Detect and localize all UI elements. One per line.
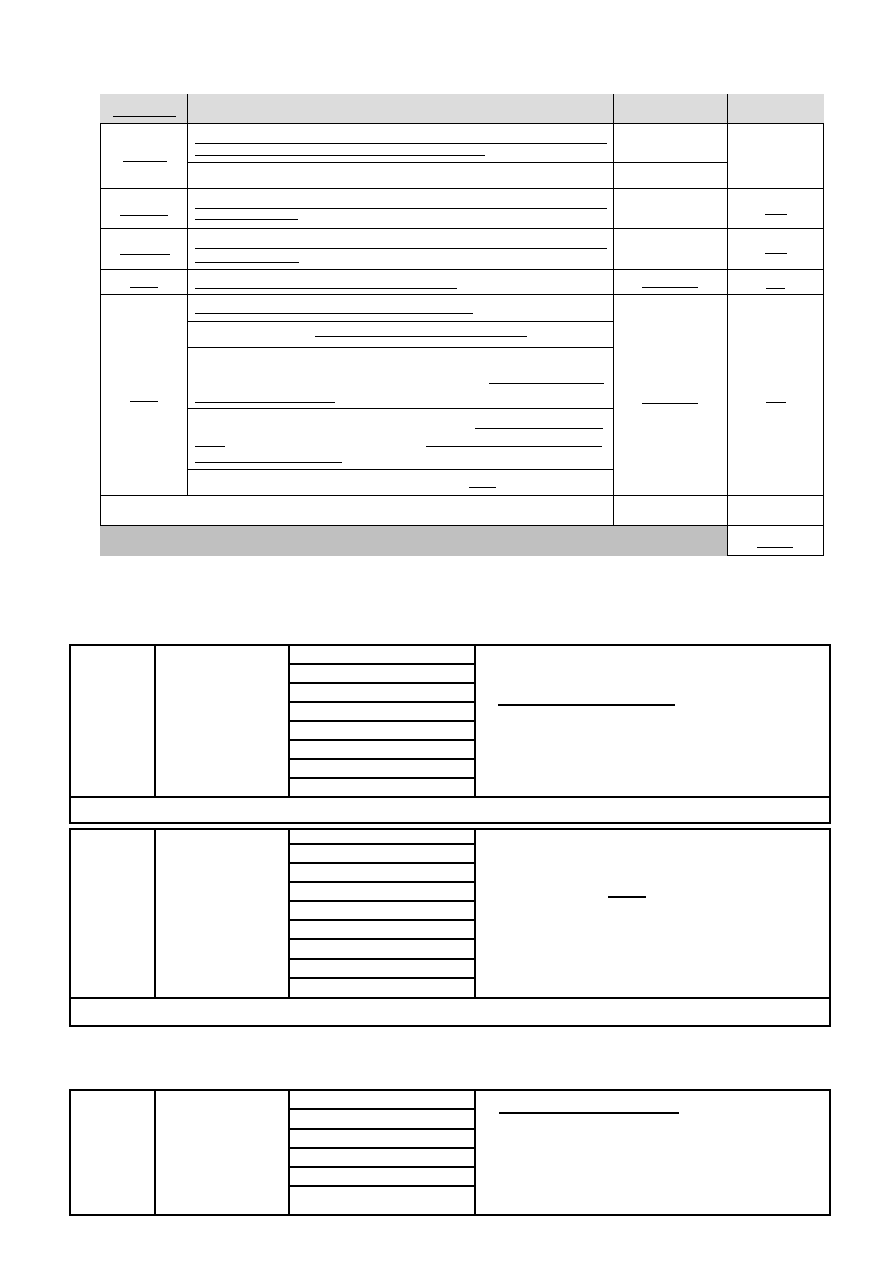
middle-form-table-a <box>69 644 831 824</box>
grid-line-vertical <box>154 644 156 796</box>
blank-field-underline <box>195 288 457 289</box>
grid-line-vertical <box>288 644 290 796</box>
blank-field-underline <box>642 287 698 288</box>
grid-line-horizontal <box>288 862 474 864</box>
grid-line-vertical <box>474 1089 476 1216</box>
grid-line-horizontal <box>100 294 824 295</box>
grid-line-vertical <box>154 828 156 997</box>
grid-line-horizontal <box>288 1166 474 1168</box>
blank-field-underline <box>195 402 335 403</box>
grid-line-horizontal <box>288 843 474 845</box>
grid-line-horizontal <box>100 188 824 189</box>
grid-line-horizontal <box>288 977 474 979</box>
grid-line-horizontal <box>288 663 474 665</box>
blank-field-underline <box>757 547 793 548</box>
blank-field-underline <box>195 248 607 249</box>
blank-field-underline <box>195 219 298 220</box>
blank-field-underline <box>195 143 607 144</box>
grid-line-horizontal <box>100 495 824 496</box>
blank-field-underline <box>130 287 158 288</box>
blank-field-underline <box>195 446 225 447</box>
blank-field-underline <box>113 116 176 117</box>
grid-line-vertical <box>187 94 188 495</box>
grid-line-horizontal <box>288 958 474 960</box>
grid-line-horizontal <box>69 997 831 999</box>
blank-field-underline <box>499 1112 679 1114</box>
grid-line-horizontal <box>288 758 474 760</box>
blank-field-underline <box>120 254 170 255</box>
shaded-cell <box>100 94 824 123</box>
grid-line-horizontal <box>69 796 831 798</box>
blank-field-underline <box>195 462 342 463</box>
grid-line-horizontal <box>288 900 474 902</box>
grid-line-horizontal <box>100 525 824 526</box>
grid-line-vertical <box>727 94 728 556</box>
blank-field-underline <box>195 208 607 209</box>
grid-line-horizontal <box>187 321 613 322</box>
grid-line-horizontal <box>288 701 474 703</box>
blank-field-underline <box>498 704 675 706</box>
grid-line-horizontal <box>288 1185 474 1187</box>
blank-field-underline <box>426 446 602 447</box>
grid-line-horizontal <box>187 469 613 470</box>
blank-field-underline <box>195 155 485 156</box>
blank-field-underline <box>642 403 698 404</box>
grid-line-vertical <box>288 828 290 997</box>
grid-line-vertical <box>613 94 614 525</box>
grid-line-horizontal <box>288 720 474 722</box>
grid-line-horizontal <box>187 347 613 348</box>
grid-line-vertical <box>154 1089 156 1216</box>
grid-line-horizontal <box>288 739 474 741</box>
middle-form-table-b <box>69 828 831 1027</box>
blank-field-underline <box>120 215 168 216</box>
grid-line-horizontal <box>100 123 824 124</box>
grid-line-horizontal <box>288 1108 474 1110</box>
grid-line-horizontal <box>288 919 474 921</box>
blank-field-underline <box>608 896 646 898</box>
grid-line-horizontal <box>187 408 613 409</box>
grid-line-horizontal <box>100 228 824 229</box>
blank-field-underline <box>766 288 785 289</box>
grid-line-horizontal <box>100 269 824 270</box>
blank-field-underline <box>195 262 299 263</box>
grid-line-horizontal <box>288 938 474 940</box>
bottom-form-table <box>69 1089 831 1216</box>
grid-line-horizontal <box>187 162 727 163</box>
blank-field-underline <box>123 161 167 162</box>
shaded-cell <box>100 525 727 556</box>
blank-field-underline <box>489 383 604 384</box>
blank-field-underline <box>195 313 473 314</box>
blank-field-underline <box>315 336 527 337</box>
grid-line-horizontal <box>288 1128 474 1130</box>
blank-field-underline <box>765 214 787 215</box>
grid-line-vertical <box>474 644 476 796</box>
blank-field-underline <box>469 487 496 488</box>
grid-line-vertical <box>288 1089 290 1216</box>
blank-field-underline <box>475 428 603 429</box>
top-form-table <box>100 94 824 556</box>
grid-line-horizontal <box>288 682 474 684</box>
grid-line-vertical <box>474 828 476 997</box>
blank-field-underline <box>765 253 787 254</box>
blank-field-underline <box>130 401 158 402</box>
grid-line-horizontal <box>288 777 474 779</box>
blank-field-underline <box>766 402 786 403</box>
grid-line-horizontal <box>288 1147 474 1149</box>
grid-line-horizontal <box>288 881 474 883</box>
